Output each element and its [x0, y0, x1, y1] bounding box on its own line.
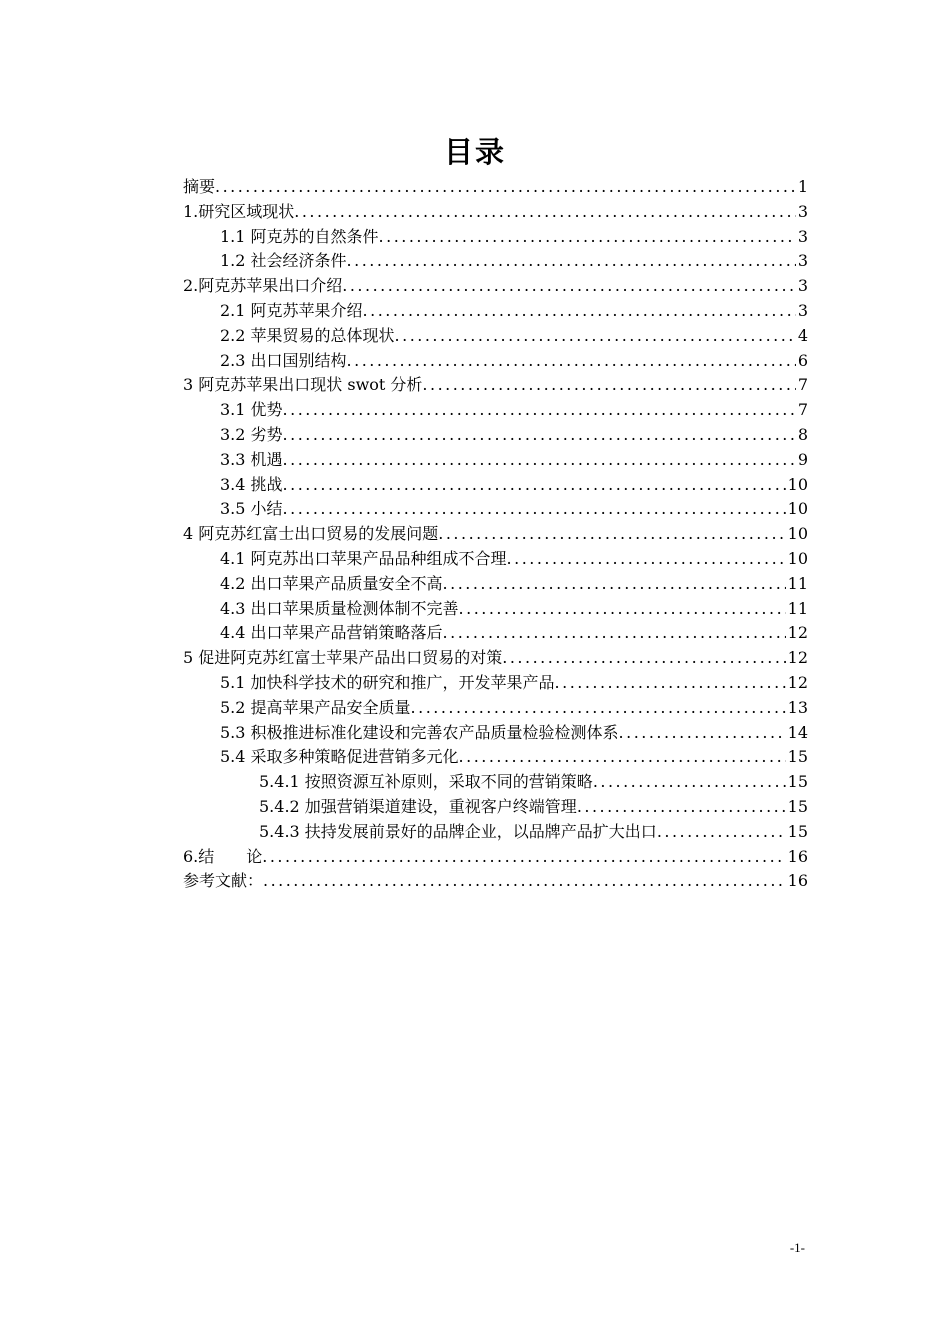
toc-entry-page: 12 — [787, 672, 808, 692]
toc-entry-label: 4.3 出口苹果质量检测体制不完善 — [220, 598, 459, 618]
toc-entry[interactable] — [183, 869, 808, 894]
toc-dot-leader — [342, 274, 796, 299]
toc-entry[interactable] — [183, 621, 808, 646]
toc-entry[interactable] — [183, 497, 808, 522]
toc-entry-label: 5.4.3 扶持发展前景好的品牌企业，以品牌产品扩大出口 — [259, 821, 657, 841]
toc-dot-leader — [657, 820, 786, 845]
toc-dot-leader — [347, 349, 796, 374]
table-of-contents — [183, 175, 808, 894]
toc-dot-leader — [363, 299, 796, 324]
toc-entry-label: 2.2 苹果贸易的总体现状 — [220, 325, 395, 345]
toc-entry-label: 5.3 积极推进标准化建设和完善农产品质量检验检测体系 — [220, 722, 619, 742]
toc-entry[interactable] — [183, 473, 808, 498]
toc-entry-page: 11 — [787, 573, 808, 593]
toc-dot-leader — [593, 770, 786, 795]
toc-entry-page: 10 — [787, 548, 808, 568]
toc-dot-leader — [263, 869, 786, 894]
toc-dot-leader — [619, 721, 786, 746]
toc-entry-page: 15 — [787, 747, 808, 767]
toc-entry-page: 16 — [787, 871, 808, 891]
toc-entry-label: 5.4.2 加强营销渠道建设，重视客户终端管理 — [259, 796, 577, 816]
toc-dot-leader — [422, 373, 795, 398]
toc-entry[interactable] — [183, 597, 808, 622]
toc-dot-leader — [555, 671, 786, 696]
toc-entry-label: 1.研究区域现状 — [183, 201, 295, 221]
toc-entry[interactable] — [183, 249, 808, 274]
toc-entry-label: 4.1 阿克苏出口苹果产品品种组成不合理 — [220, 548, 507, 568]
toc-entry-page: 11 — [787, 598, 808, 618]
toc-dot-leader — [283, 448, 796, 473]
toc-entry-page: 3 — [797, 251, 808, 271]
toc-dot-leader — [347, 249, 796, 274]
toc-entry-page: 16 — [787, 846, 808, 866]
toc-entry-page: 13 — [787, 697, 808, 717]
toc-dot-leader — [283, 423, 796, 448]
toc-entry[interactable] — [183, 349, 808, 374]
toc-entry[interactable] — [183, 423, 808, 448]
toc-entry-page: 14 — [787, 722, 808, 742]
toc-entry[interactable] — [183, 845, 808, 870]
toc-entry-label: 3.1 优势 — [220, 400, 283, 420]
toc-entry-page: 15 — [787, 821, 808, 841]
toc-dot-leader — [459, 597, 786, 622]
toc-entry-label: 4.2 出口苹果产品质量安全不高 — [220, 573, 443, 593]
toc-entry-label: 1.1 阿克苏的自然条件 — [220, 226, 379, 246]
toc-entry[interactable] — [183, 398, 808, 423]
toc-entry[interactable] — [183, 572, 808, 597]
toc-entry-label: 4.4 出口苹果产品营销策略落后 — [220, 623, 443, 643]
toc-entry-page: 8 — [797, 424, 808, 444]
toc-entry[interactable] — [183, 721, 808, 746]
toc-entry[interactable] — [183, 770, 808, 795]
toc-entry-label: 2.3 出口国别结构 — [220, 350, 347, 370]
page-title: 目录 — [443, 135, 506, 169]
toc-entry-page: 15 — [787, 772, 808, 792]
toc-entry-label: 3 阿克苏苹果出口现状 swot 分析 — [183, 375, 423, 395]
toc-entry[interactable] — [183, 646, 808, 671]
toc-entry[interactable] — [183, 175, 808, 200]
toc-dot-leader — [502, 646, 785, 671]
toc-entry-page: 3 — [797, 201, 808, 221]
toc-entry-page: 7 — [797, 375, 808, 395]
toc-dot-leader — [577, 795, 786, 820]
toc-entry-label: 摘要 — [183, 177, 216, 196]
toc-dot-leader — [379, 225, 796, 250]
toc-entry[interactable] — [183, 745, 808, 770]
toc-entry-label: 3.2 劣势 — [220, 424, 283, 444]
toc-entry-label: 1.2 社会经济条件 — [220, 251, 347, 271]
toc-entry-page: 3 — [797, 300, 808, 320]
toc-entry[interactable] — [183, 373, 808, 398]
toc-dot-leader — [283, 497, 786, 522]
toc-entry[interactable] — [183, 522, 808, 547]
toc-entry[interactable] — [183, 795, 808, 820]
toc-dot-leader — [283, 398, 796, 423]
toc-entry[interactable] — [183, 820, 808, 845]
toc-entry-label: 5.2 提高苹果产品安全质量 — [220, 697, 411, 717]
toc-entry-page: 7 — [797, 400, 808, 420]
toc-dot-leader — [507, 547, 786, 572]
toc-entry-label: 2.1 阿克苏苹果介绍 — [220, 300, 363, 320]
toc-dot-leader — [283, 473, 786, 498]
toc-entry-label: 4 阿克苏红富士出口贸易的发展问题 — [183, 524, 439, 544]
page-number: -1- — [789, 1240, 805, 1255]
toc-dot-leader — [294, 200, 796, 225]
toc-dot-leader — [215, 175, 796, 200]
toc-entry-page: 10 — [787, 474, 808, 494]
toc-entry-page: 3 — [797, 276, 808, 296]
toc-dot-leader — [262, 845, 785, 870]
toc-entry[interactable] — [183, 274, 808, 299]
toc-dot-leader — [438, 522, 785, 547]
toc-entry-page: 10 — [787, 524, 808, 544]
toc-dot-leader — [459, 745, 786, 770]
toc-entry-page: 1 — [797, 177, 808, 196]
toc-entry[interactable] — [183, 200, 808, 225]
toc-entry-label: 5.1 加快科学技术的研究和推广，开发苹果产品 — [220, 672, 555, 692]
toc-entry-page: 3 — [797, 226, 808, 246]
toc-entry-label: 3.5 小结 — [220, 499, 283, 519]
toc-entry-label: 2.阿克苏苹果出口介绍 — [183, 276, 343, 296]
toc-entry-label: 参考文献： — [183, 871, 264, 891]
toc-entry[interactable] — [183, 696, 808, 721]
toc-entry-page: 12 — [787, 623, 808, 643]
toc-entry[interactable] — [183, 299, 808, 324]
toc-entry-label: 3.4 挑战 — [220, 474, 283, 494]
toc-entry-page: 9 — [797, 449, 808, 469]
toc-entry-page: 6 — [797, 350, 808, 370]
toc-entry-page: 10 — [787, 499, 808, 519]
toc-entry-label: 5.4 采取多种策略促进营销多元化 — [220, 747, 459, 767]
toc-entry-page: 4 — [797, 325, 808, 345]
toc-dot-leader — [411, 696, 786, 721]
toc-entry-page: 15 — [787, 796, 808, 816]
toc-dot-leader — [443, 621, 786, 646]
toc-dot-leader — [443, 572, 786, 597]
toc-entry-label: 5.4.1 按照资源互补原则，采取不同的营销策略 — [259, 772, 593, 792]
toc-entry[interactable] — [183, 671, 808, 696]
toc-dot-leader — [395, 324, 796, 349]
toc-entry-label: 5 促进阿克苏红富士苹果产品出口贸易的对策 — [183, 648, 503, 668]
toc-entry[interactable] — [183, 448, 808, 473]
toc-entry[interactable] — [183, 225, 808, 250]
toc-entry-label: 6.结 论 — [183, 846, 263, 866]
toc-entry[interactable] — [183, 547, 808, 572]
toc-entry-label: 3.3 机遇 — [220, 449, 283, 469]
toc-entry-page: 12 — [787, 648, 808, 668]
toc-entry[interactable] — [183, 324, 808, 349]
